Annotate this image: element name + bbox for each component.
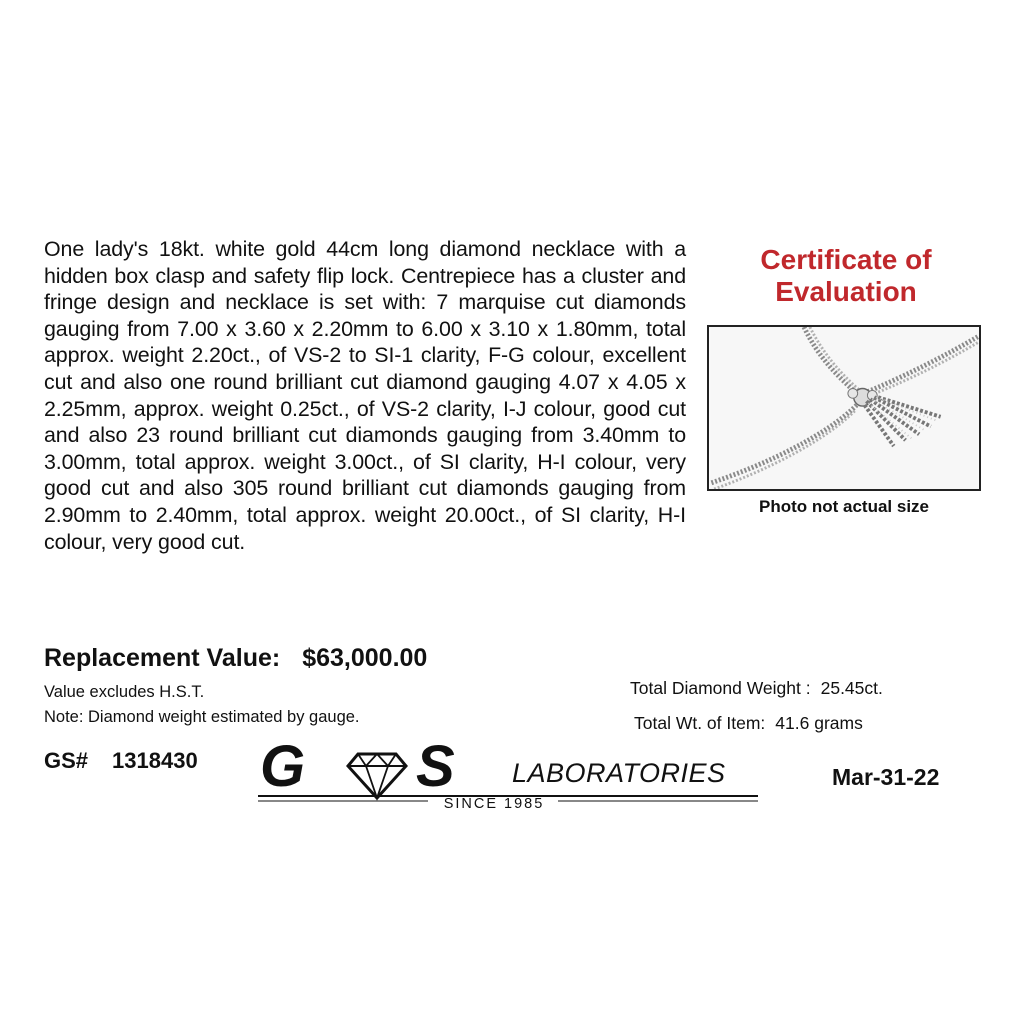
logo-letter-g: G (260, 740, 306, 799)
total-item-weight (634, 713, 863, 734)
certificate-date: Mar-31-22 (832, 764, 940, 790)
necklace-photo (707, 325, 981, 491)
certificate-title-line2: Evaluation (775, 276, 917, 307)
certificate-title-line1: Certificate of (760, 244, 932, 275)
total-diamond-label: Total Diamond Weight : (630, 678, 811, 698)
item-description: One lady's 18kt. white gold 44cm long diamond necklace with a hidden box clasp and safety flip lock. Centrepiece has a cluster and fringe design and necklace is set with: 7 marquise cut diamonds gauging from 7.00 x 3.60 x 2.20mm to 6.00 x 3.10 x 1.80mm, total approx. weight 2.20ct., of VS-2 to SI-1 clarity, F-G colour, excellent cut and also one round brilliant cut diamond gauging 4.07 x 4.05 x 2.25mm, approx. weight 0.25ct., of VS-2 clarity, I-J colour, good cut and also 23 round brilliant cut diamonds gauging from 3.40mm to 3.00mm, total approx. weight 3.00ct., of SI clarity, H-I colour, very good cut and also 305 round brilliant cut diamonds gauging from 2.90mm to 2.40mm, total approx. weight 20.00ct., of SI clarity, H-I colour, very good cut. (44, 237, 686, 554)
replacement-label: Replacement Value: (44, 644, 281, 672)
gs-number (44, 748, 198, 774)
total-item-label: Total Wt. of Item: (634, 713, 766, 733)
gs-value: 1318430 (112, 748, 198, 773)
necklace-illustration (709, 327, 979, 489)
total-diamond-weight (630, 678, 883, 699)
laboratories-text: LABORATORIES (512, 758, 726, 788)
total-diamond-value: 25.45ct. (820, 678, 883, 698)
note-weight: Note: Diamond weight estimated by gauge. (44, 708, 360, 726)
replacement-amount: $63,000.00 (302, 644, 428, 672)
photo-caption: Photo not actual size (758, 497, 930, 516)
diamond-icon (348, 754, 406, 798)
gs-label: GS# (44, 748, 89, 773)
certificate-title (706, 244, 986, 308)
note-hst: Value excludes H.S.T. (44, 683, 205, 701)
total-item-value: 41.6 grams (775, 713, 863, 733)
replacement-value (44, 644, 427, 673)
logo-letter-s: S (416, 740, 455, 799)
since-text: SINCE 1985 (443, 796, 545, 812)
